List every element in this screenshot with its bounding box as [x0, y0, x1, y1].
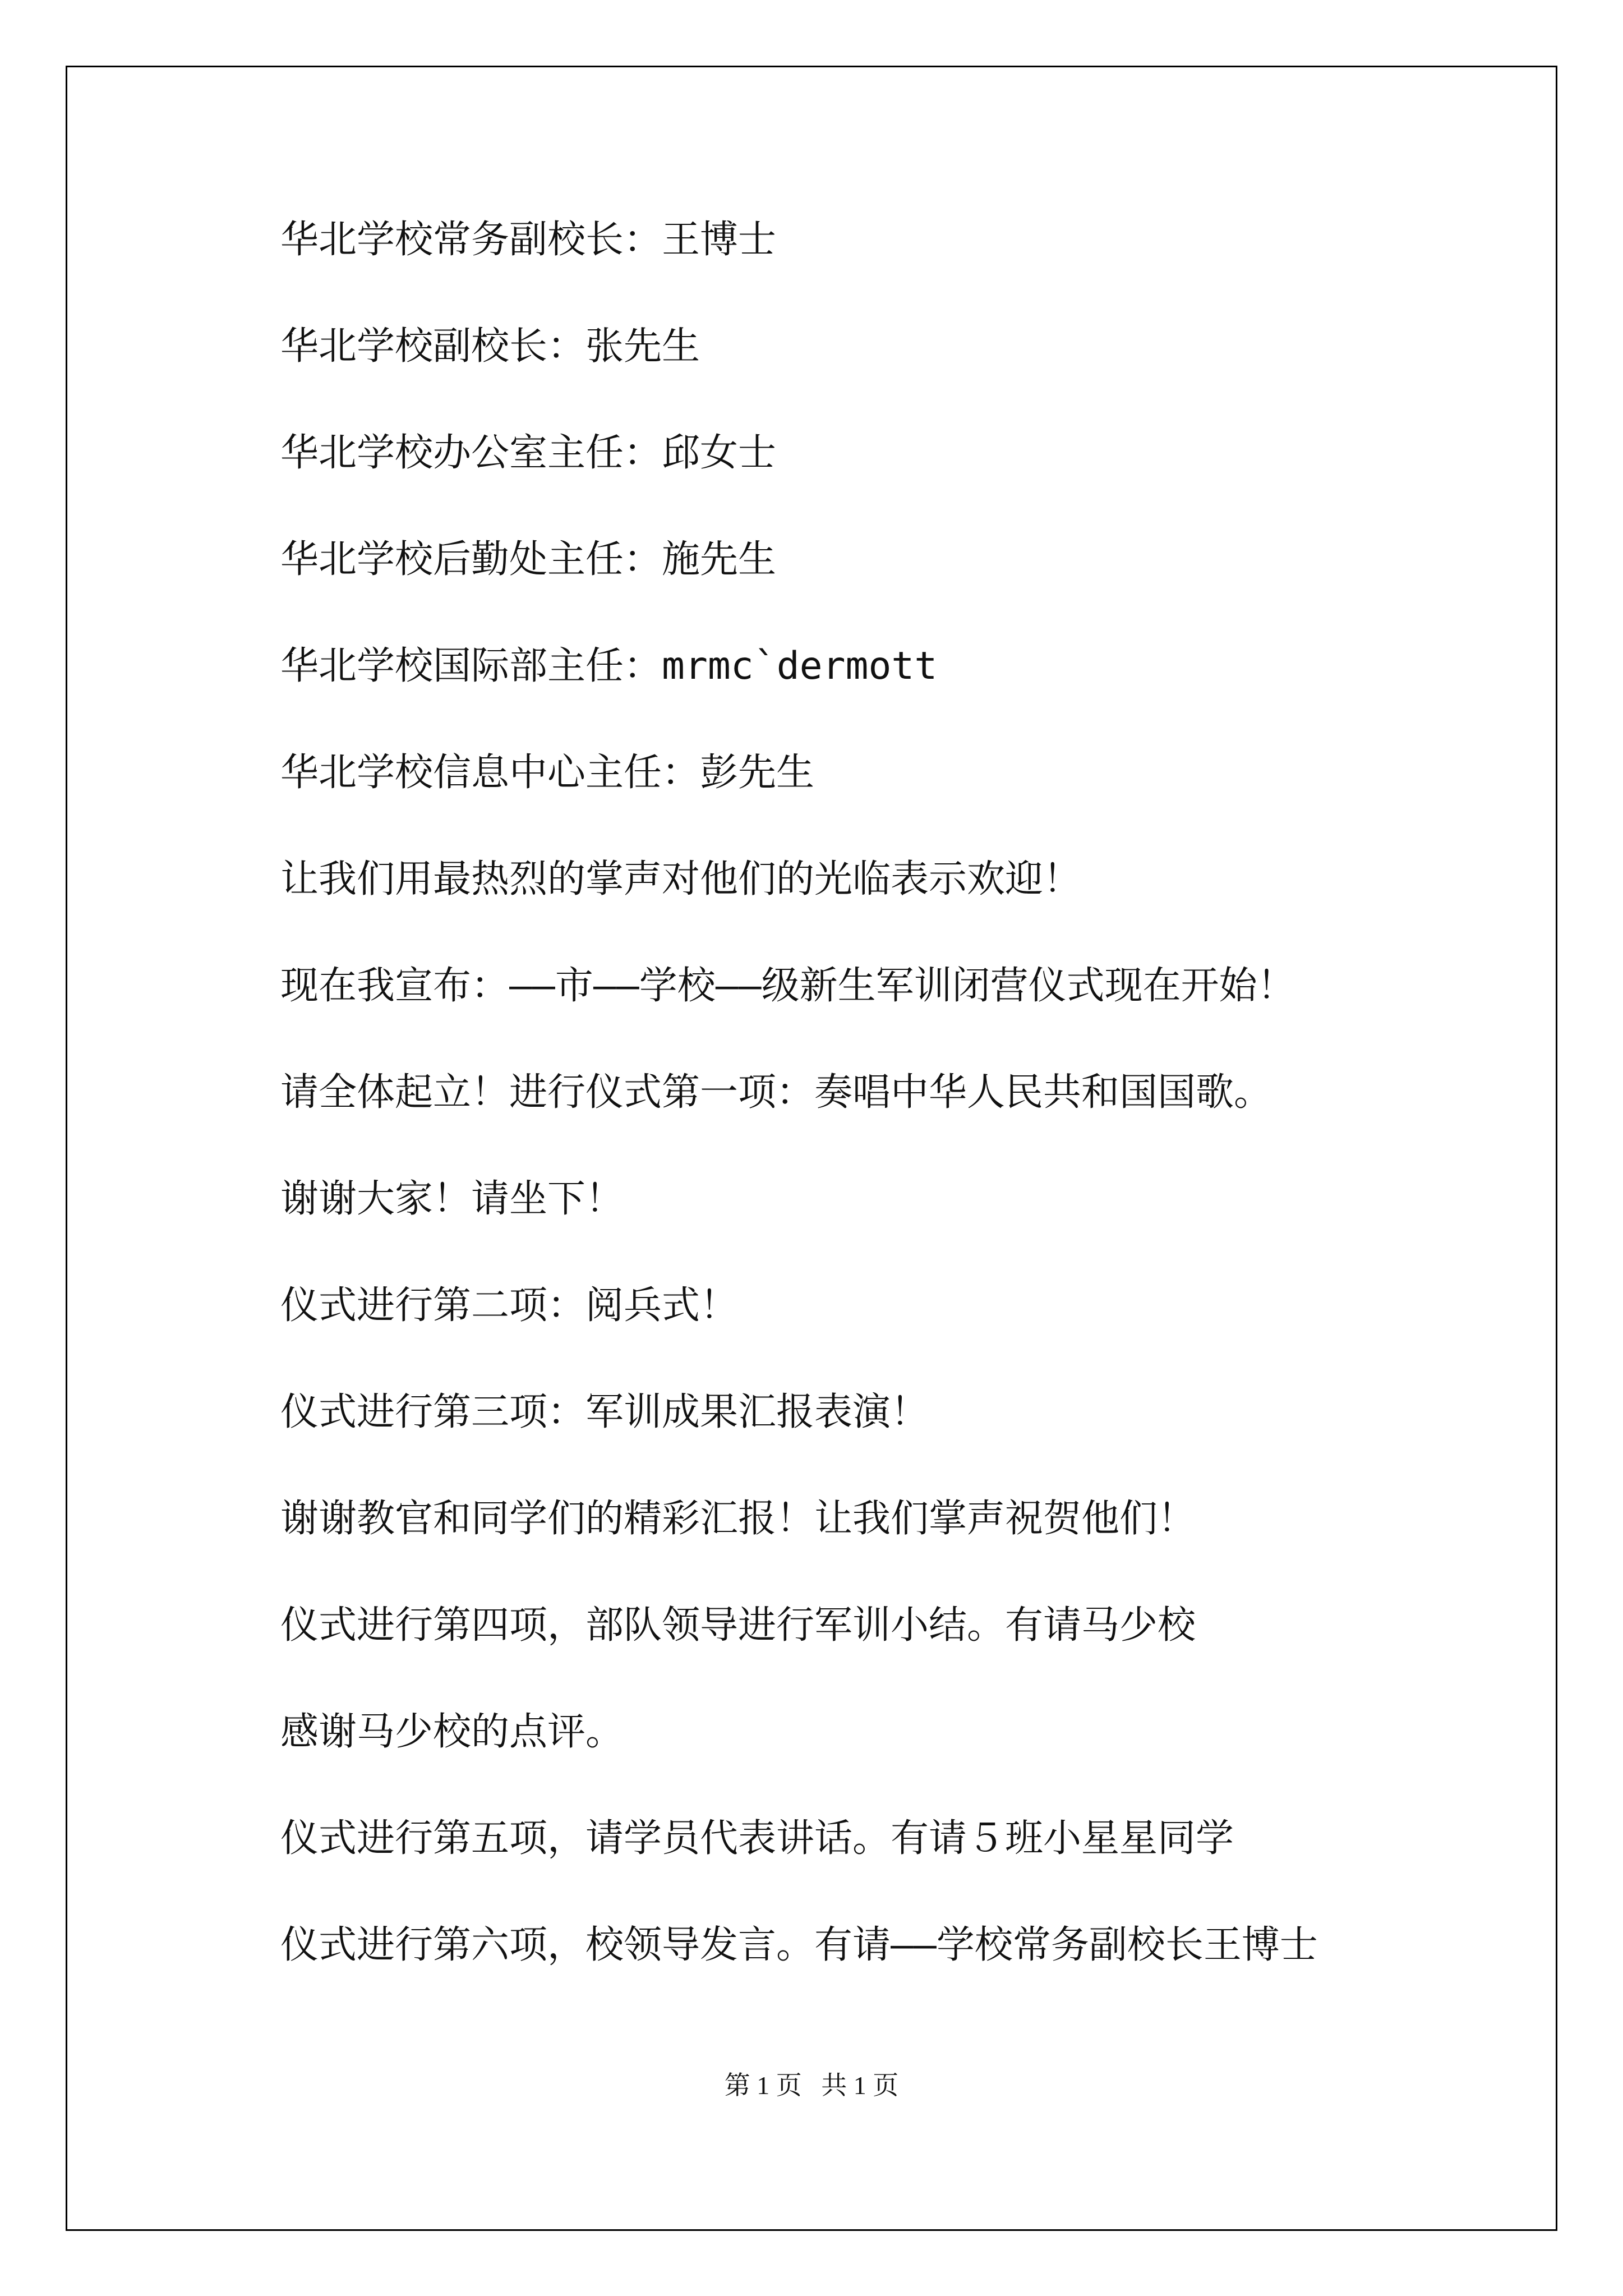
text-line: 华北学校信息中心主任：彭先生	[280, 751, 815, 795]
text-line: 谢谢大家！请坐下！	[280, 1177, 624, 1221]
text-line: 现在我宣布：——市——学校——级新生军训闭营仪式现在开始！	[280, 964, 1295, 1008]
text-line: 仪式进行第二项：阅兵式！	[280, 1283, 739, 1328]
page-border	[66, 66, 1557, 2231]
text-line: 华北学校国际部主任：mrmc`dermott	[280, 644, 938, 688]
text-line: 华北学校办公室主任：邱女士	[280, 431, 777, 475]
text-line: 请全体起立！进行仪式第一项：奏唱中华人民共和国国歌。	[280, 1070, 1272, 1115]
page-number-footer: 第 1 页 共 1 页	[724, 2071, 899, 2100]
text-line: 仪式进行第五项，请学员代表讲话。有请５班小星星同学	[280, 1816, 1234, 1861]
text-line: 仪式进行第四项，部队领导进行军训小结。有请马少校	[280, 1603, 1196, 1648]
text-line: 感谢马少校的点评。	[280, 1710, 624, 1754]
text-line: 华北学校后勤处主任：施先生	[280, 537, 777, 582]
text-line: 华北学校副校长：张先生	[280, 324, 700, 369]
text-line: 仪式进行第三项：军训成果汇报表演！	[280, 1390, 929, 1434]
text-line: 仪式进行第六项，校领导发言。有请——学校常务副校长王博士	[280, 1923, 1318, 1967]
text-line: 让我们用最热烈的掌声对他们的光临表示欢迎！	[280, 857, 1082, 901]
text-line: 华北学校常务副校长：王博士	[280, 218, 777, 262]
text-line: 谢谢教官和同学们的精彩汇报！让我们掌声祝贺他们！	[280, 1497, 1196, 1541]
